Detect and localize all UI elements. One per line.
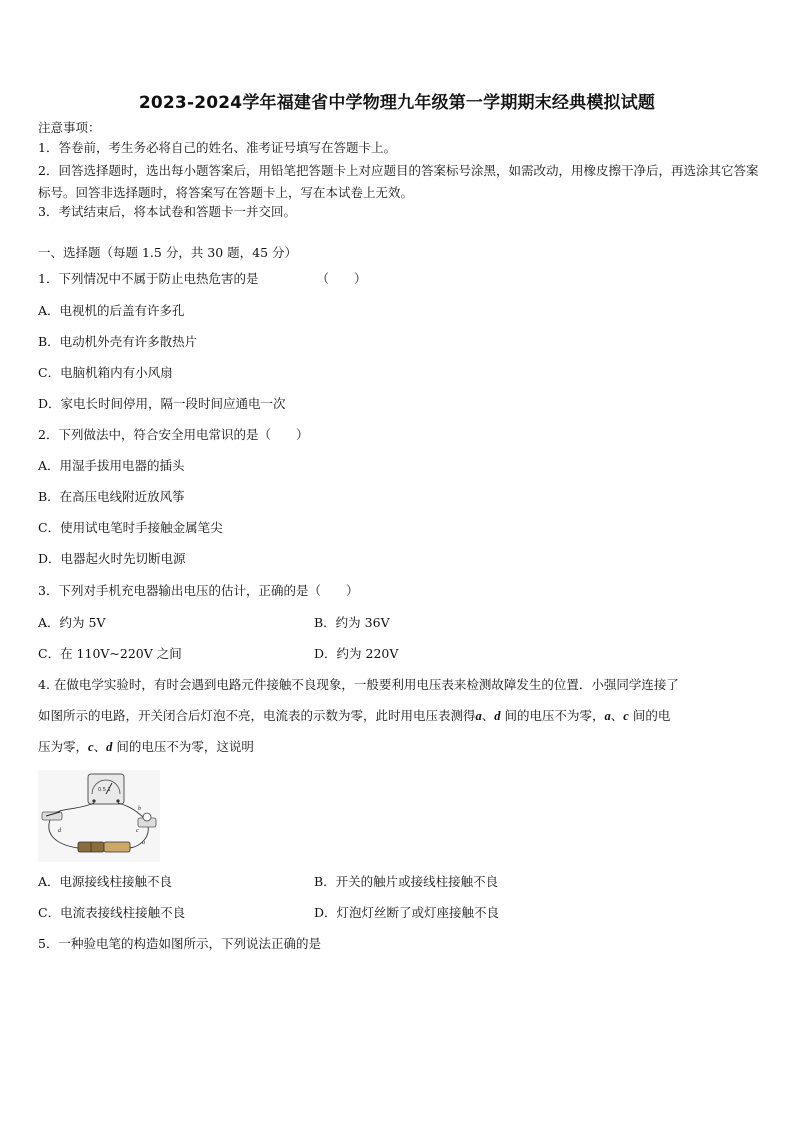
q1-option-d: D．家电长时间停用，隔一段时间应通电一次 (38, 396, 286, 411)
point-label-d: d (58, 828, 61, 834)
q5-stem: 5．一种验电笔的构造如图所示，下列说法正确的是 (38, 936, 321, 951)
circuit-diagram (38, 770, 160, 862)
var-c: c (88, 740, 94, 754)
switch-icon (42, 812, 62, 820)
q4-option-c: C．电流表接线柱接触不良 (38, 905, 186, 920)
q4-stem-line-3: 压为零，c、d 间的电压不为零，这说明 (38, 739, 254, 754)
q3-option-b: B．约为 36V (314, 615, 390, 630)
q1-stem (38, 270, 366, 288)
var-a: a (604, 709, 611, 723)
q4-option-a: A．电源接线柱接触不良 (38, 874, 173, 889)
q1-stem-text: 1．下列情况中不属于防止电热危害的是 (38, 271, 259, 286)
q2-option-d: D．电器起火时先切断电源 (38, 551, 186, 566)
var-c: c (623, 709, 629, 723)
q3-option-d: D．约为 220V (314, 646, 399, 661)
q3-stem: 3．下列对手机充电器输出电压的估计，正确的是（ ） (38, 583, 359, 598)
notice-item-1: 1．答卷前，考生务必将自己的姓名、准考证号填写在答题卡上。 (38, 140, 396, 155)
point-label-a: a (142, 840, 145, 846)
q2-stem: 2．下列做法中，符合安全用电常识的是（ ） (38, 427, 309, 442)
q3-option-a: A．约为 5V (38, 615, 106, 630)
q4-option-b: B．开关的触片或接线柱接触不良 (314, 874, 499, 889)
q2-option-c: C．使用试电笔时手接触金属笔尖 (38, 520, 223, 535)
notice-heading: 注意事项： (38, 120, 101, 135)
q2-option-a: A．用湿手拔用电器的插头 (38, 458, 185, 473)
q2-option-b: B．在高压电线附近放风筝 (38, 489, 185, 504)
var-d: d (494, 709, 501, 723)
q4-stem-line-2: 如图所示的电路，开关闭合后灯泡不亮，电流表的示数为零，此时用电压表测得a、d 间的电压不为零，a、c 间的电 (38, 708, 671, 723)
q4-stem-line-1: 4. 在做电学实验时，有时会遇到电路元件接触不良现象，一般要利用电压表来检测故障发生的位置．小强同学连接了 (38, 677, 679, 692)
point-label-c: c (136, 828, 139, 834)
var-a: a (475, 709, 482, 723)
q4-option-d: D．灯泡灯丝断了或灯座接触不良 (314, 905, 500, 920)
q1-option-a: A．电视机的后盖有许多孔 (38, 303, 185, 318)
point-label-b: b (138, 806, 141, 812)
q1-answer-paren: （ ） (316, 271, 367, 286)
battery-icon (78, 842, 130, 852)
section-heading: 一、选择题（每题 1.5 分，共 30 题，45 分） (38, 245, 298, 260)
q3-option-c: C．在 110V~220V 之间 (38, 646, 182, 661)
page-title: 2023-2024学年福建省中学物理九年级第一学期期末经典模拟试题 (138, 93, 656, 113)
ammeter-scale-label: 0.5 1 (98, 787, 111, 793)
q1-option-c: C．电脑机箱内有小风扇 (38, 365, 173, 380)
q1-option-b: B．电动机外壳有许多散热片 (38, 334, 198, 349)
var-d: d (106, 740, 113, 754)
notice-item-3: 3．考试结束后，将本试卷和答题卡一并交回。 (38, 204, 296, 219)
notice-item-2: 2．回答选择题时，选出每小题答案后，用铅笔把答题卡上对应题目的答案标号涂黑，如需改动，用橡皮擦干净后，再选涂其它答案标号。回答非选择题时，将答案写在答题卡上，写在本试卷上无效。 (38, 163, 759, 200)
